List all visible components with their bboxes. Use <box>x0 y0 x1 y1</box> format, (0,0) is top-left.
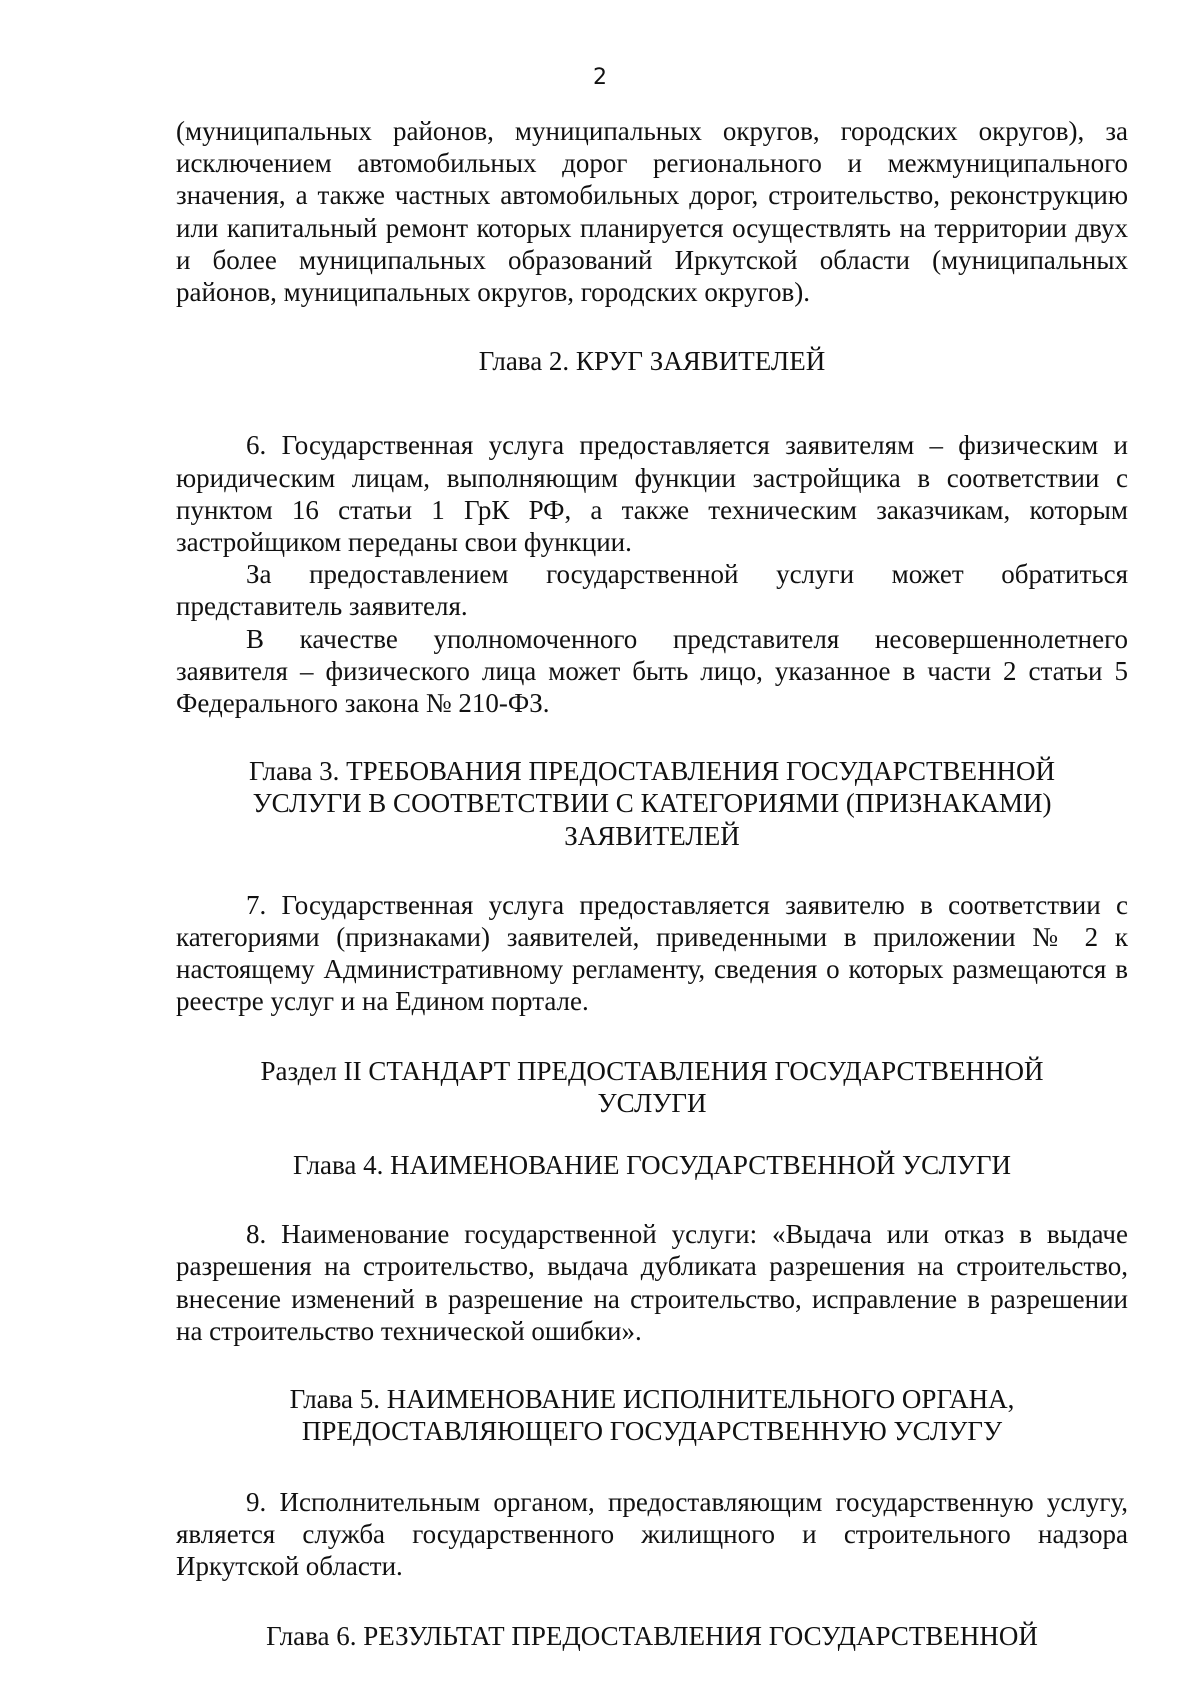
chapter-5-heading <box>176 1383 1128 1447</box>
page-content <box>176 115 1128 1652</box>
chapter-3-heading <box>176 755 1128 852</box>
paragraph-9: 9. Исполнительным органом, предоставляющим государственную услугу, является служба государственного жилищного и строительного надзора Иркутской области. <box>176 1486 1128 1581</box>
paragraph-6-representative: За предоставлением государственной услуги может обратиться представитель заявителя. <box>176 559 1128 622</box>
chapter-3-heading-line-1: Глава 3. ТРЕБОВАНИЯ ПРЕДОСТАВЛЕНИЯ ГОСУДАРСТВЕННОЙ <box>248 756 1056 787</box>
section-2-heading-line-2: УСЛУГИ <box>597 1087 707 1118</box>
intro-paragraph: (муниципальных районов, муниципальных округов, городских округов), за исключением автомобильных дорог регионального и межмуниципального значения, а также частных автомобильных дорог, строительство, реконструкцию или капитальный ремонт которых планируется осуществлять на территории двух и более муниципальных образований Иркутской области (муниципальных районов, муниципальных округов, городских округов). <box>176 116 1128 308</box>
paragraph-7: 7. Государственная услуга предоставляется заявителю в соответствии с категориями (признаками) заявителей, приведенными в приложении № 2 к настоящему Административному регламенту, сведения о которых размещаются в реестре услуг и на Едином портале. <box>176 889 1128 1017</box>
paragraph-8: 8. Наименование государственной услуги: «Выдача или отказ в выдаче разрешения на строительство, выдача дубликата разрешения на строительство, внесение изменений в разрешение на строительство, исправление в разрешении на строительство технической ошибки». <box>176 1219 1128 1346</box>
chapter-5-heading-line-2: ПРЕДОСТАВЛЯЮЩЕГО ГОСУДАРСТВЕННУЮ УСЛУГУ <box>301 1416 1003 1447</box>
page-number: 2 <box>593 65 607 90</box>
chapter-6-heading: Глава 6. РЕЗУЛЬТАТ ПРЕДОСТАВЛЕНИЯ ГОСУДАРСТВЕННОЙ <box>266 1621 1038 1652</box>
chapter-2-heading: Глава 2. КРУГ ЗАЯВИТЕЛЕЙ <box>478 346 826 377</box>
section-2-heading-line-1: Раздел II СТАНДАРТ ПРЕДОСТАВЛЕНИЯ ГОСУДАРСТВЕННОЙ <box>260 1055 1044 1086</box>
paragraph-6-minor-applicant: В качестве уполномоченного представителя несовершеннолетнего заявителя – физического лица может быть лицо, указанное в части 2 статьи 5 Федерального закона № 210-ФЗ. <box>176 623 1128 719</box>
chapter-3-heading-line-3: ЗАЯВИТЕЛЕЙ <box>564 820 740 851</box>
chapter-5-heading-line-1: Глава 5. НАИМЕНОВАНИЕ ИСПОЛНИТЕЛЬНОГО ОРГАНА, <box>289 1384 1015 1415</box>
chapter-3-heading-line-2: УСЛУГИ В СООТВЕТСТВИИ С КАТЕГОРИЯМИ (ПРИЗНАКАМИ) <box>252 788 1052 819</box>
section-2-heading <box>176 1055 1128 1119</box>
chapter-4-heading: Глава 4. НАИМЕНОВАНИЕ ГОСУДАРСТВЕННОЙ УСЛУГИ <box>292 1150 1011 1181</box>
paragraph-6: 6. Государственная услуга предоставляется заявителям – физическим и юридическим лицам, выполняющим функции застройщика в соответствии с пунктом 16 статьи 1 ГрК РФ, а также техническим заказчикам, которым застройщиком переданы свои функции. <box>176 430 1128 558</box>
